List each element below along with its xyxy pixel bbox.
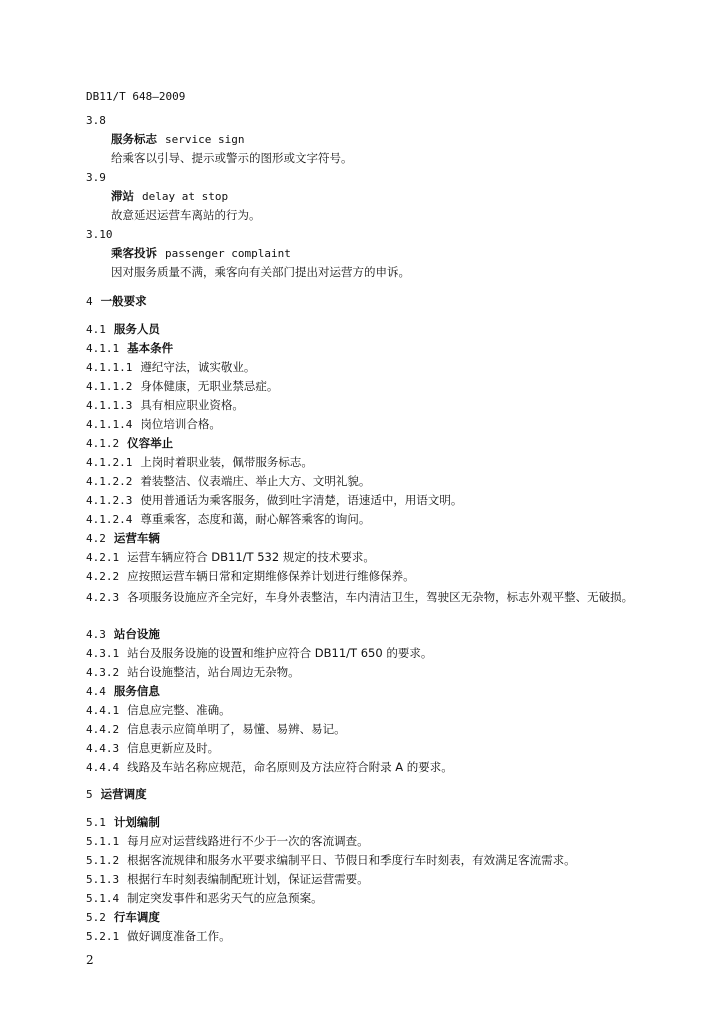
clause-number: 4.2.3 <box>86 591 120 604</box>
clause <box>86 569 415 584</box>
def-description: 因对服务质量不满，乘客向有关部门提出对运营方的申诉。 <box>111 265 410 279</box>
def-number: 3.9 <box>86 171 106 184</box>
subsection-heading <box>86 341 173 356</box>
clause-number: 4.1.1.2 <box>86 380 133 393</box>
clause <box>86 760 453 775</box>
clause <box>86 588 658 607</box>
clause-text: 线路及车站名称应规范，命名原则及方法应符合附录 A 的要求。 <box>127 760 453 774</box>
chapter-number: 5 <box>86 788 93 801</box>
def-number: 3.8 <box>86 114 106 127</box>
clause-number: 5.1.2 <box>86 854 120 867</box>
clause-number: 4.1.2.3 <box>86 494 133 507</box>
subsection-title: 仪容举止 <box>127 436 174 450</box>
clause-number: 5.1.3 <box>86 873 120 886</box>
clause-number: 4.1.1.1 <box>86 361 133 374</box>
clause-text: 制定突发事件和恶劣天气的应急预案。 <box>127 891 323 905</box>
clause-text: 运营车辆应符合 DB11/T 532 规定的技术要求。 <box>127 550 375 564</box>
clause <box>86 512 370 527</box>
clause-number: 4.1.1.4 <box>86 418 133 431</box>
clause <box>86 550 375 565</box>
clause-text: 身体健康，无职业禁忌症。 <box>140 379 279 393</box>
section-heading <box>86 627 160 642</box>
clause-number: 4.3.2 <box>86 666 120 679</box>
clause-number: 4.1.1.3 <box>86 399 133 412</box>
clause-number: 5.2.1 <box>86 930 120 943</box>
clause-number: 4.3.1 <box>86 647 120 660</box>
section-heading <box>86 322 160 337</box>
section-title: 站台设施 <box>113 627 160 641</box>
clause-text: 信息更新应及时。 <box>127 741 220 755</box>
clause-text: 岗位培训合格。 <box>140 417 221 431</box>
clause <box>86 360 255 375</box>
clause-text: 站台及服务设施的设置和维护应符合 DB11/T 650 的要求。 <box>127 646 433 660</box>
clause-text: 信息表示应简单明了，易懂、易辨、易记。 <box>127 722 346 736</box>
def-term-en: delay at stop <box>142 190 229 203</box>
clause-text: 着装整洁、仪表端庄、举止大方、文明礼貌。 <box>140 474 371 488</box>
clause <box>86 853 576 868</box>
clause <box>86 474 370 489</box>
clause-number: 4.2.1 <box>86 551 120 564</box>
clause-text: 应按照运营车辆日常和定期维修保养计划进行维修保养。 <box>127 569 415 583</box>
section-title: 行车调度 <box>113 910 160 924</box>
clause-text: 根据行车时刻表编制配班计划，保证运营需要。 <box>127 872 369 886</box>
clause-text: 具有相应职业资格。 <box>140 398 244 412</box>
clause-text: 做好调度准备工作。 <box>127 929 231 943</box>
chapter-number: 4 <box>86 295 93 308</box>
clause <box>86 417 221 432</box>
clause <box>86 722 346 737</box>
subsection-title: 基本条件 <box>127 341 174 355</box>
section-title: 服务信息 <box>113 684 160 698</box>
clause <box>86 891 323 906</box>
section-number: 4.1 <box>86 323 106 336</box>
clause-text: 使用普通话为乘客服务，做到吐字清楚，语速适中，用语文明。 <box>140 493 463 507</box>
subsection-heading <box>86 436 173 451</box>
def-term-line <box>111 132 244 147</box>
clause-number: 4.4.3 <box>86 742 120 755</box>
def-description: 故意延迟运营车离站的行为。 <box>111 208 261 222</box>
clause <box>86 741 219 756</box>
clause <box>86 703 231 718</box>
section-number: 4.4 <box>86 685 106 698</box>
section-heading <box>86 684 160 699</box>
clause-text: 每月应对运营线路进行不少于一次的客流调查。 <box>127 834 369 848</box>
def-term-en: passenger complaint <box>165 247 291 260</box>
clause <box>86 398 244 413</box>
document-id: DB11/T 648—2009 <box>86 90 186 103</box>
clause <box>86 379 278 394</box>
section-heading <box>86 531 160 546</box>
def-term: 服务标志 <box>111 132 157 146</box>
clause-text: 各项服务设施应齐全完好，车身外表整洁，车内清洁卫生，驾驶区无杂物，标志外观平整、无破损。 <box>127 590 634 604</box>
clause-number: 4.1.2.1 <box>86 456 133 469</box>
clause-text: 站台设施整洁，站台周边无杂物。 <box>127 665 300 679</box>
section-heading <box>86 910 160 925</box>
clause-number: 4.4.2 <box>86 723 120 736</box>
page-number: 2 <box>86 953 94 967</box>
clause-number: 4.4.4 <box>86 761 120 774</box>
chapter-title: 运营调度 <box>100 787 147 801</box>
chapter-heading <box>86 787 147 802</box>
clause-text: 上岗时着职业装，佩带服务标志。 <box>140 455 313 469</box>
def-description: 给乘客以引导、提示或警示的图形或文字符号。 <box>111 151 353 165</box>
clause-number: 5.1.4 <box>86 892 120 905</box>
clause-text: 信息应完整、准确。 <box>127 703 231 717</box>
def-term-line <box>111 246 291 261</box>
clause-number: 4.1.2.4 <box>86 513 133 526</box>
def-term: 乘客投诉 <box>111 246 157 260</box>
chapter-title: 一般要求 <box>100 294 147 308</box>
def-term-en: service sign <box>165 133 245 146</box>
def-number: 3.10 <box>86 228 113 241</box>
clause <box>86 646 432 661</box>
subsection-number: 4.1.1 <box>86 342 120 355</box>
subsection-number: 4.1.2 <box>86 437 120 450</box>
section-number: 4.3 <box>86 628 106 641</box>
clause <box>86 493 462 508</box>
section-title: 计划编制 <box>113 815 160 829</box>
clause <box>86 834 369 849</box>
clause-text: 根据客流规律和服务水平要求编制平日、节假日和季度行车时刻表，有效满足客流需求。 <box>127 853 576 867</box>
section-number: 5.2 <box>86 911 106 924</box>
clause-number: 4.4.1 <box>86 704 120 717</box>
chapter-heading <box>86 294 147 309</box>
clause <box>86 929 231 944</box>
clause-number: 5.1.1 <box>86 835 120 848</box>
clause-text: 尊重乘客，态度和蔼，耐心解答乘客的询问。 <box>140 512 371 526</box>
clause-text: 遵纪守法，诚实敬业。 <box>140 360 256 374</box>
section-number: 4.2 <box>86 532 106 545</box>
clause <box>86 455 313 470</box>
clause-number: 4.2.2 <box>86 570 120 583</box>
section-title: 运营车辆 <box>113 531 160 545</box>
clause <box>86 665 300 680</box>
section-number: 5.1 <box>86 816 106 829</box>
clause <box>86 872 369 887</box>
section-heading <box>86 815 160 830</box>
def-term: 滞站 <box>111 189 134 203</box>
section-title: 服务人员 <box>113 322 160 336</box>
def-term-line <box>111 189 228 204</box>
clause-number: 4.1.2.2 <box>86 475 133 488</box>
